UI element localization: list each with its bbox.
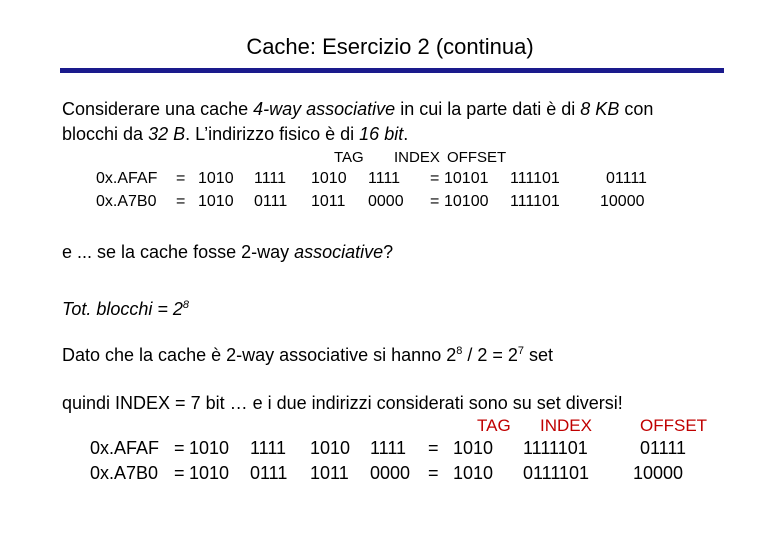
table1-row2-address: 0x.A7B0 (96, 193, 157, 210)
table1-row1-equals: = (430, 170, 440, 187)
table2-row2-equals: = (428, 463, 439, 483)
table2-row1-index: 1111101 (523, 438, 588, 458)
sets-line (62, 345, 553, 366)
table1-row2-index: 111101 (510, 193, 560, 210)
table2-header-index: INDEX (540, 416, 592, 435)
question-term: associative (294, 242, 384, 262)
table2-row2-bits: 0000 (370, 463, 411, 483)
intro-text: blocchi da (62, 124, 149, 144)
table2-row1-address: 0x.AFAF (90, 438, 160, 458)
table2-row1-bits: 1111 (250, 438, 287, 458)
table1-row2-bits: 0000 (368, 193, 404, 210)
table1-row1-tag: 10101 (444, 170, 489, 187)
total-blocks-text: Tot. blocchi = 2 (62, 299, 183, 319)
table1-row1-index: 111101 (510, 170, 560, 187)
table1-row1-bits: 1111 (254, 170, 287, 187)
total-blocks-exponent: 8 (182, 299, 190, 311)
table2-row1-equals: = (174, 438, 185, 458)
table2-row2-equals: = (174, 463, 185, 483)
sets-text: Dato che la cache è 2-way associative si hanno 2 (62, 345, 457, 365)
table2-row2-bits: 1010 (189, 463, 230, 483)
sets-text: / 2 = 2 (462, 345, 518, 365)
table1-row2-equals: = (176, 193, 186, 210)
intro-data-size: 8 KB (580, 99, 620, 119)
intro-text: . (403, 124, 409, 144)
table2-row1-bits: 1111 (370, 438, 407, 458)
table1-row1-bits: 1010 (311, 170, 347, 187)
table1-row2-equals: = (430, 193, 440, 210)
title-underline (60, 68, 724, 73)
table1-row1-address: 0x.AFAF (96, 170, 158, 187)
table2-header-tag: TAG (477, 416, 511, 435)
table1-row2-bits: 1011 (311, 193, 346, 210)
slide-title: Cache: Esercizio 2 (continua) (246, 34, 534, 59)
intro-text: . L’indirizzo fisico è di (185, 124, 360, 144)
table2-header-offset: OFFSET (640, 416, 708, 435)
table2-row1-offset: 01111 (640, 438, 687, 458)
question-line (62, 242, 393, 263)
table2-row1-equals: = (428, 438, 439, 458)
table1-row2-bits: 0111 (254, 193, 288, 210)
conclusion-line: quindi INDEX = 7 bit … e i due indirizzi considerati sono su set diversi! (62, 393, 623, 413)
intro-text: in cui la parte dati è di (395, 99, 581, 119)
intro-line-2 (62, 124, 408, 145)
question-mark: ? (383, 242, 394, 262)
intro-line-1 (62, 99, 653, 120)
table2-row2-address: 0x.A7B0 (90, 463, 159, 483)
table1-row2-bits: 1010 (198, 193, 234, 210)
table1-row1-bits: 1111 (368, 170, 401, 187)
question-text: e ... se la cache fosse 2-way (62, 242, 295, 262)
table2-row2-bits: 0111 (250, 463, 288, 483)
sets-exponent: 8 (456, 345, 463, 357)
table1-row2-offset: 10000 (600, 193, 645, 210)
table2-row2-offset: 10000 (633, 463, 684, 483)
total-blocks-line (62, 299, 189, 320)
table2-row2-tag: 1010 (453, 463, 494, 483)
table1-header-offset: OFFSET (447, 149, 507, 166)
sets-text: set (524, 345, 554, 365)
table2-row1-bits: 1010 (310, 438, 351, 458)
table1-row2-tag: 10100 (444, 193, 489, 210)
intro-term-4way: 4-way associative (253, 99, 396, 119)
table1-header-tag: TAG (334, 149, 364, 166)
table1-row1-equals: = (176, 170, 186, 187)
table2-row1-tag: 1010 (453, 438, 494, 458)
intro-text: con (619, 99, 654, 119)
table1-row1-offset: 01111 (606, 170, 647, 187)
intro-address-bits: 16 bit (359, 124, 404, 144)
table2-row1-bits: 1010 (189, 438, 230, 458)
intro-block-size: 32 B (148, 124, 186, 144)
sets-exponent: 7 (517, 345, 525, 357)
table1-row1-bits: 1010 (198, 170, 234, 187)
table2-row2-index: 0111101 (523, 463, 590, 483)
intro-text: Considerare una cache (62, 99, 254, 119)
table2-row2-bits: 1011 (310, 463, 349, 483)
table1-header-index: INDEX (394, 149, 440, 166)
